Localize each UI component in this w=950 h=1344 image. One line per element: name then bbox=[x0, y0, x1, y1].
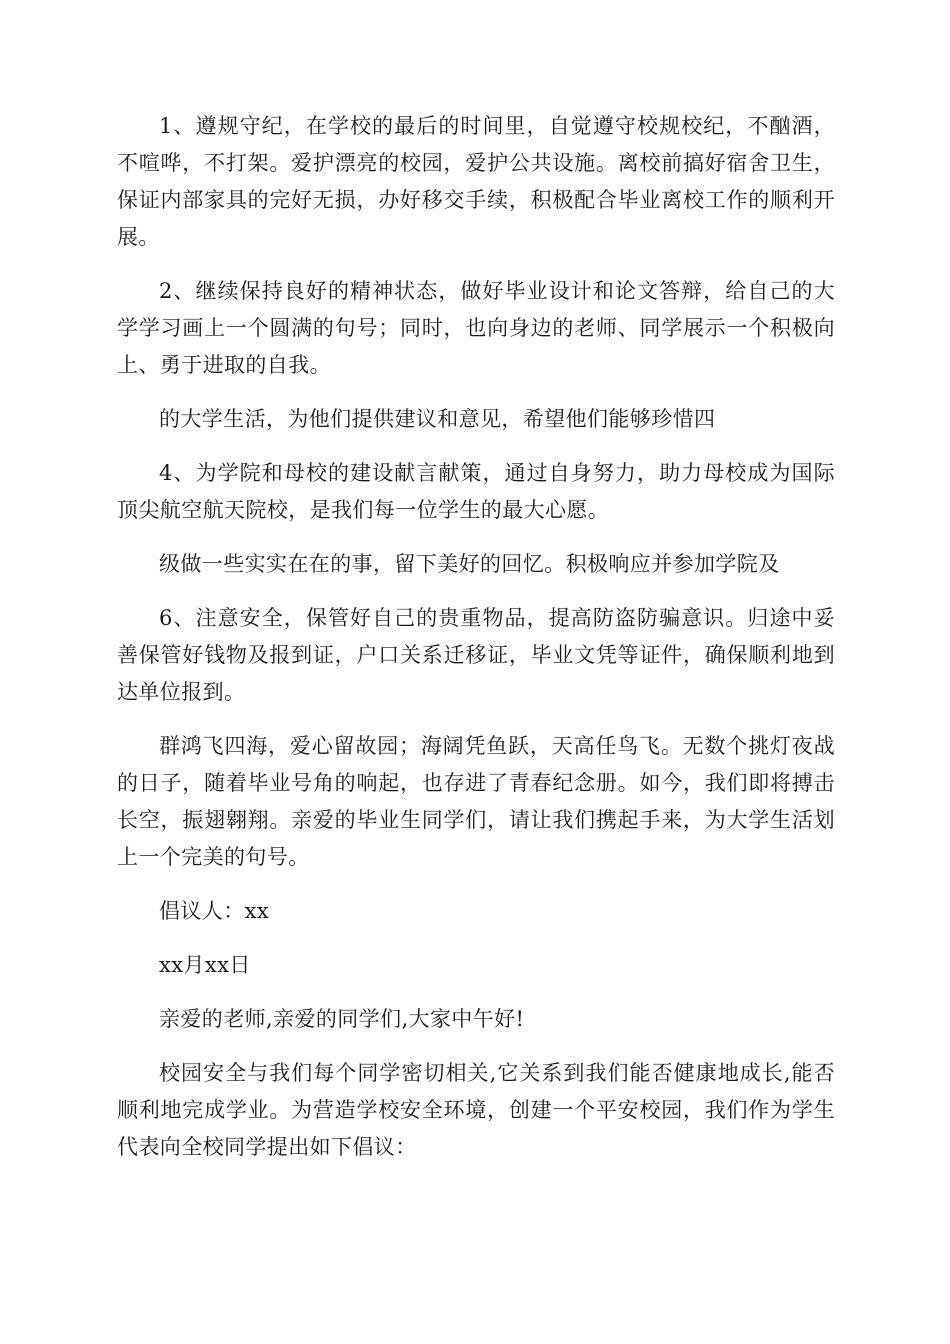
paragraph-fragment-2: 级做一些实实在在的事，留下美好的回忆。积极响应并参加学院及 bbox=[159, 552, 780, 576]
paragraph-fragment-1: 的大学生活，为他们提供建议和意见，希望他们能够珍惜四 bbox=[159, 407, 716, 431]
greeting: 亲爱的老师,亲爱的同学们,大家中午好! bbox=[159, 1007, 525, 1031]
paragraph-rule-4: 4、为学院和母校的建设献言献策，通过自身努力，助力母校成为国际顶尖航空航天院校，是我们每一位学生的最大心愿。 bbox=[117, 461, 835, 522]
signature-initiator: 倡议人：xx bbox=[159, 899, 270, 923]
document-body bbox=[117, 108, 835, 1183]
paragraph-rule-1: 1、遵规守纪，在学校的最后的时间里，自觉遵守校规校纪，不酗酒，不喧哗，不打架。爱护漂亮的校园，爱护公共设施。离校前搞好宿舍卫生，保证内部家具的完好无损，办好移交手续，积极配合毕业离校工作的顺利开展。 bbox=[117, 114, 835, 249]
paragraph-safety-intro: 校园安全与我们每个同学密切相关,它关系到我们能否健康地成长,能否顺利地完成学业。为营造学校安全环境，创建一个平安校园，我们作为学生代表向全校同学提出如下倡议： bbox=[117, 1061, 835, 1159]
signature-date: xx月xx日 bbox=[159, 953, 251, 977]
paragraph-closing: 群鸿飞四海，爱心留故园；海阔凭鱼跃，天高任鸟飞。无数个挑灯夜战的日子，随着毕业号角的响起，也存进了青春纪念册。如今，我们即将搏击长空，振翅翱翔。亲爱的毕业生同学们，请让我们携起手来，为大学生活划上一个完美的句号。 bbox=[117, 734, 835, 869]
paragraph-rule-6: 6、注意安全，保管好自己的贵重物品，提高防盗防骗意识。归途中妥善保管好钱物及报到证，户口关系迁移证，毕业文凭等证件，确保顺利地到达单位报到。 bbox=[117, 606, 835, 704]
paragraph-rule-2: 2、继续保持良好的精神状态，做好毕业设计和论文答辩，给自己的大学学习画上一个圆满的句号；同时，也向身边的老师、同学展示一个积极向上、勇于进取的自我。 bbox=[117, 279, 835, 377]
